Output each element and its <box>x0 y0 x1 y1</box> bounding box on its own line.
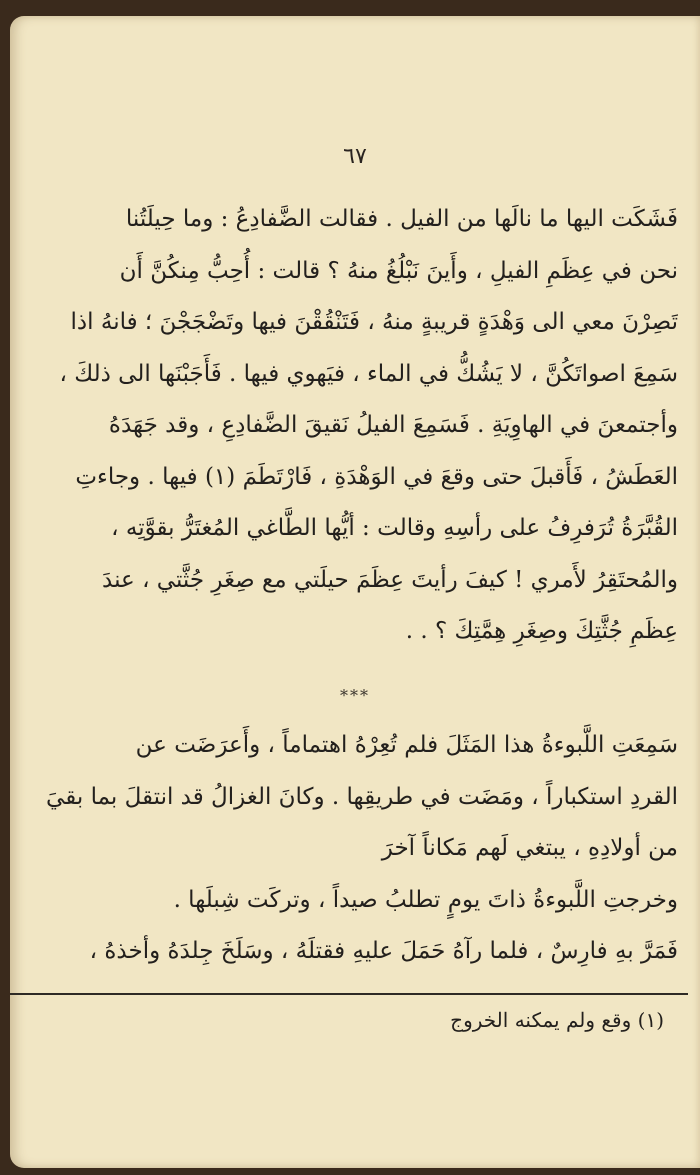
section-separator: *** <box>340 686 370 705</box>
text-line: وأجتمعنَ في الهاوِيَةِ . فَسَمِعَ الفيلُ نَقيقَ الضَّفادِعِ ، وقد جَهَدَهُ <box>108 412 678 438</box>
text-line: القردِ استكباراً ، ومَضَت في طريقِها . وكانَ الغزالُ قد انتقلَ بما بقيَ <box>46 783 678 810</box>
text-line: سَمِعَتِ اللَّبوءةُ هذا المَثَلَ فلم تُعِرْهُ اهتماماً ، وأَعرَضَت عن <box>135 732 678 758</box>
book-page <box>10 16 700 1168</box>
text-line: القُبَّرَةُ تُرَفرِفُ على رأسِهِ وقالت : أيُّها الطَّاغي المُغتَرُّ بقوَّتِه ، <box>111 515 678 541</box>
footnote-rule <box>10 993 688 995</box>
text-line: وخرجتِ اللَّبوءةُ ذاتَ يومٍ تطلبُ صيداً ، وتركَت شِبلَها . <box>173 886 678 913</box>
text-line: تَصِرْنَ معي الى وَهْدَةٍ قريبةٍ منهُ ، فَتَنْقُقْنَ فيها وتَضْجَجْنَ ؛ فانهُ اذا <box>70 309 678 335</box>
text-line: فَشَكَت اليها ما نالَها من الفيل . فقالت الضَّفادِعُ : وما حِيلَتُنا <box>125 206 678 232</box>
paragraph-1 <box>38 194 678 658</box>
text-line: والمُحتَقِرُ لأَمري ! كيفَ رأيتَ عِظَمَ حيلَتي مع صِغَرِ جُثَّتي ، عندَ <box>102 566 678 593</box>
paragraph-2 <box>38 720 678 978</box>
text-line: العَطَشُ ، فَأَقبلَ حتى وقعَ في الوَهْدَةِ ، فَارْتَطَمَ (١) فيها . وجاءتِ <box>75 463 678 490</box>
text-line: سَمِعَ اصواتَكُنَّ ، لا يَشُكُّ في الماء ، فيَهوي فيها . فَأَجَبْنَها الى ذلكَ ، <box>59 360 678 387</box>
text-line: نحن في عِظَمِ الفيلِ ، وأَينَ نَبْلُغُ منهُ ؟ قالت : أُحِبُّ مِنكُنَّ أَن <box>119 257 678 284</box>
footnote: (١) وقع ولم يمكنه الخروج <box>450 1008 664 1032</box>
page-number: ٦٧ <box>343 144 367 169</box>
text-line: عِظَمِ جُثَّتِكَ وصِغَرِ هِمَّتِكَ ؟ . . <box>405 618 678 644</box>
text-line: فَمَرَّ بهِ فارِسٌ ، فلما رآهُ حَمَلَ عليهِ فقتلَهُ ، وسَلَخَ جِلدَهُ وأخذهُ ، <box>89 938 678 964</box>
text-line: من أولادِهِ ، يبتغي لَهم مَكاناً آخرَ <box>381 835 678 861</box>
